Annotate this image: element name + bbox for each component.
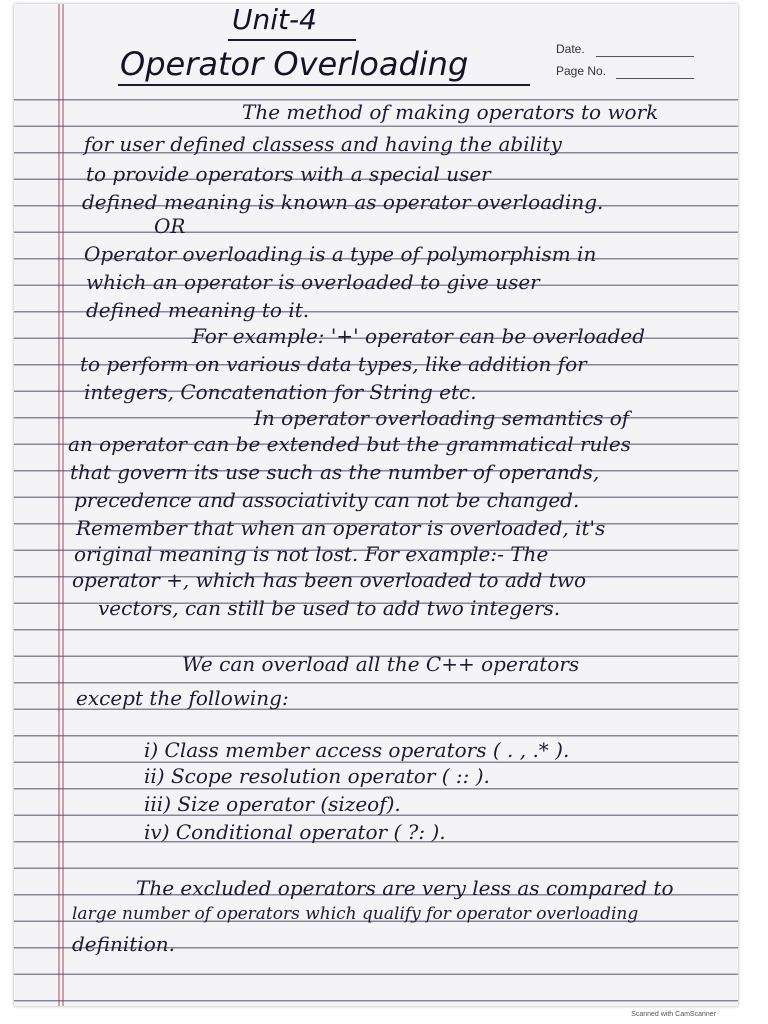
page-title: Operator Overloading xyxy=(120,45,469,83)
text-line: The excluded operators are very less as compared to xyxy=(136,876,674,900)
unit-heading: Unit-4 xyxy=(232,4,317,36)
text-line: that govern its use such as the number of operands, xyxy=(70,460,600,484)
text-line: definition. xyxy=(72,932,175,956)
text-line: original meaning is not lost. For example:- The xyxy=(74,542,549,566)
list-item: iv) Conditional operator ( ?: ). xyxy=(144,820,446,844)
text-line: large number of operators which qualify for operator overloading xyxy=(72,904,639,924)
text-line: We can overload all the C++ operators xyxy=(182,652,580,676)
text-line: In operator overloading semantics of xyxy=(254,406,630,430)
list-item: iii) Size operator (sizeof). xyxy=(144,792,401,816)
text-line: to provide operators with a special user xyxy=(86,162,491,186)
text-line: which an operator is overloaded to give user xyxy=(86,270,540,294)
text-line: integers, Concatenation for String etc. xyxy=(84,380,477,404)
text-line: Operator overloading is a type of polymorphism in xyxy=(84,242,597,266)
text-line: Remember that when an operator is overloaded, it's xyxy=(76,516,606,540)
text-line: The method of making operators to work xyxy=(242,100,659,124)
text-line: to perform on various data types, like addition for xyxy=(80,352,587,376)
text-line: defined meaning is known as operator overloading. xyxy=(82,190,604,214)
page-number-line xyxy=(616,78,694,79)
title-underline xyxy=(118,84,530,86)
page-number-label: Page No. xyxy=(556,64,607,78)
scanner-watermark: Scanned with CamScanner xyxy=(631,1011,716,1018)
or-separator: OR xyxy=(154,214,186,238)
text-line: an operator can be extended but the grammatical rules xyxy=(68,432,631,456)
text-line: except the following: xyxy=(76,686,289,710)
text-line: operator +, which has been overloaded to add two xyxy=(72,568,587,592)
left-margin-line xyxy=(58,4,60,1006)
left-margin-line-inner xyxy=(62,4,64,1006)
unit-underline xyxy=(228,39,356,41)
text-line: For example: '+' operator can be overloaded xyxy=(192,324,646,348)
text-line: for user defined classess and having the ability xyxy=(84,132,562,156)
list-item: ii) Scope resolution operator ( :: ). xyxy=(144,764,490,788)
text-line: precedence and associativity can not be changed. xyxy=(74,488,580,512)
text-line: vectors, can still be used to add two integers. xyxy=(98,596,561,620)
text-line: defined meaning to it. xyxy=(86,298,310,322)
notebook-page xyxy=(14,4,738,1006)
list-item: i) Class member access operators ( . , .* ). xyxy=(144,738,570,762)
date-label: Date. xyxy=(556,42,585,56)
date-line xyxy=(596,56,694,57)
